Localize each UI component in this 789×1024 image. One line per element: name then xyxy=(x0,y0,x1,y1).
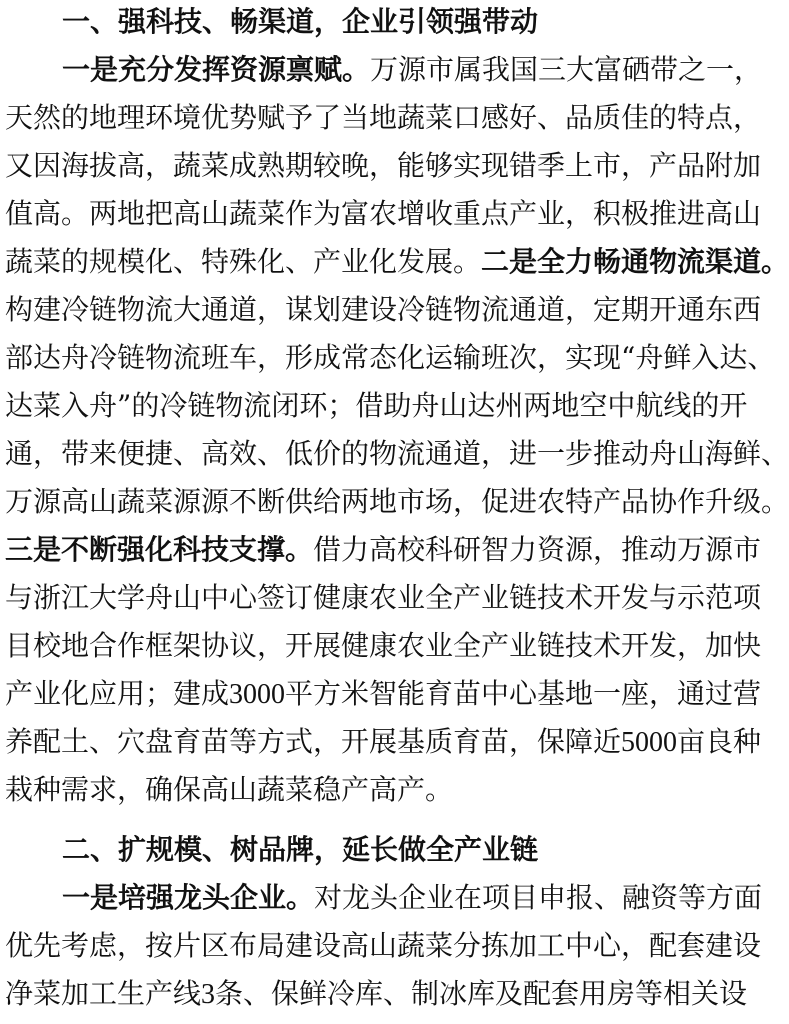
paragraph-line: 与浙江大学舟山中心签订健康农业全产业链技术开发与示范项 xyxy=(5,581,762,614)
number-value: 3000 xyxy=(229,679,286,710)
text-run: 蔬菜的规模化、特殊化、产业化发展。 xyxy=(5,245,482,278)
paragraph-line xyxy=(5,240,789,284)
section-heading-1: 一、强科技、畅渠道，企业引领强带动 xyxy=(62,5,539,38)
paragraph-line xyxy=(5,672,762,716)
text-run: 对龙头企业在项目申报、融资等方面 xyxy=(314,881,763,914)
text-run: 亩良种 xyxy=(677,725,762,758)
paragraph-line xyxy=(5,528,762,572)
paragraph-line: 通，带来便捷、高效、低价的物流通道，进一步推动舟山海鲜、 xyxy=(5,437,789,470)
paragraph-line xyxy=(62,48,763,92)
text-run: 万源市属我国三大富硒带之一， xyxy=(370,53,763,86)
section-heading-2: 二、扩规模、树品牌，延长做全产业链 xyxy=(62,833,539,866)
number-value: 5000 xyxy=(621,727,678,758)
lead-phrase: 三是不断强化科技支撑。 xyxy=(5,533,314,566)
paragraph-line: 又因海拔高，蔬菜成熟期较晚，能够实现错季上市，产品附加 xyxy=(5,149,762,182)
paragraph-line xyxy=(5,720,762,764)
lead-phrase: 二是全力畅通物流渠道。 xyxy=(481,245,789,278)
lead-phrase: 一是培强龙头企业。 xyxy=(62,881,315,914)
lead-phrase: 一是充分发挥资源禀赋。 xyxy=(62,53,371,86)
paragraph-line: 万源高山蔬菜源源不断供给两地市场，促进农特产品协作升级。 xyxy=(5,485,789,518)
number-value: 3 xyxy=(201,979,216,1010)
paragraph-line: 值高。两地把高山蔬菜作为富农增收重点产业，积极推进高山 xyxy=(5,197,762,230)
text-run: 产业化应用；建成 xyxy=(5,677,230,710)
paragraph-line: 栽种需求，确保高山蔬菜稳产高产。 xyxy=(5,773,454,806)
paragraph-line xyxy=(5,972,747,1016)
text-run: 净菜加工生产线 xyxy=(5,977,202,1010)
paragraph-line: 天然的地理环境优势赋予了当地蔬菜口感好、品质佳的特点， xyxy=(5,101,762,134)
paragraph-line: 优先考虑，按片区布局建设高山蔬菜分拣加工中心，配套建设 xyxy=(5,929,762,962)
text-run: 条、保鲜冷库、制冰库及配套用房等相关设 xyxy=(215,977,748,1010)
paragraph-line: 部达舟冷链物流班车，形成常态化运输班次，实现“舟鲜入达、 xyxy=(5,341,776,374)
text-run: 借力高校科研智力资源，推动万源市 xyxy=(313,533,762,566)
text-run: 平方米智能育苗中心基地一座，通过营 xyxy=(285,677,762,710)
paragraph-line: 达菜入舟”的冷链物流闭环；借助舟山达州两地空中航线的开 xyxy=(5,389,748,422)
paragraph-line: 目校地合作框架协议，开展健康农业全产业链技术开发，加快 xyxy=(5,629,762,662)
paragraph-line: 构建冷链物流大通道，谋划建设冷链物流通道，定期开通东西 xyxy=(5,293,762,326)
paragraph-line xyxy=(62,876,763,920)
text-run: 养配土、穴盘育苗等方式，开展基质育苗，保障近 xyxy=(5,725,622,758)
